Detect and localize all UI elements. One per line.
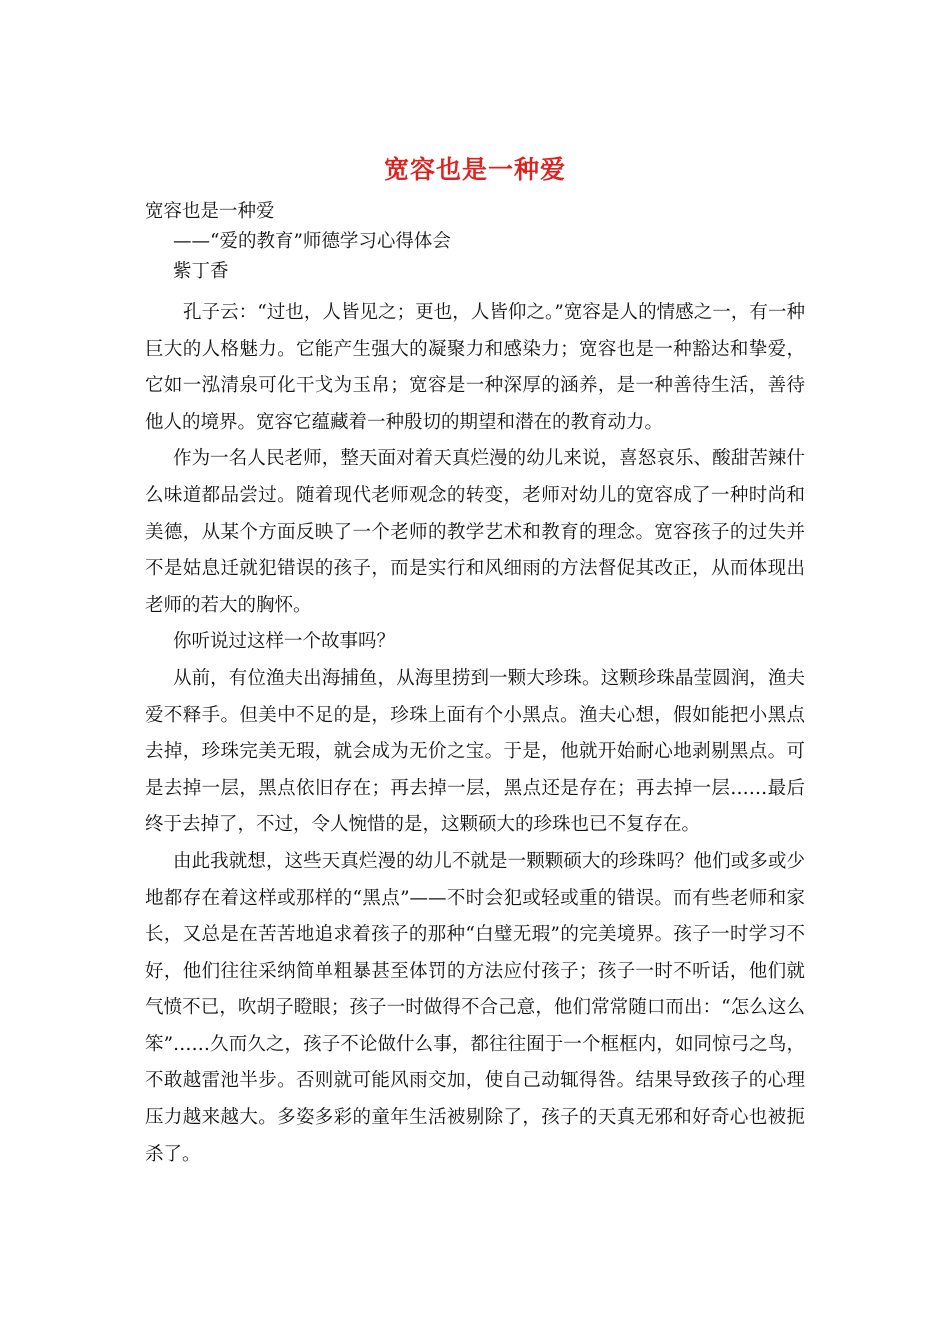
article-subtitle: ——“爱的教育”师德学习心得体会 [173,231,451,252]
document-body [145,197,805,1173]
paragraph-1: 孔子云：“过也，人皆见之；更也，人皆仰之。”宽容是人的情感之一，有一种巨大的人格魅力。它能产生强大的凝聚力和感染力；宽容也是一种豁达和挚爱，它如一泓清泉可化干戈为玉帛；宽容是一种深厚的涵养，是一种善待生活，善待他人的境界。宽容它蕴藏着一种殷切的期望和潜在的教育动力。 [145,302,805,433]
document-title: 宽容也是一种爱 [383,155,566,184]
article-author: 紫丁香 [173,261,229,282]
paragraph-2: 作为一名人民老师，整天面对着天真烂漫的幼儿来说，喜怒哀乐、酸甜苦辣什么味道都品尝过。随着现代老师观念的转变，老师对幼儿的宽容成了一种时尚和美德，从某个方面反映了一个老师的教学艺术和教育的理念。宽容孩子的过失并不是姑息迁就犯错误的孩子，而是实行和风细雨的方法督促其改正，从而体现出老师的若大的胸怀。 [145,448,805,616]
paragraph-3: 你听说过这样一个故事吗？ [173,631,396,653]
article-heading: 宽容也是一种爱 [145,201,275,222]
paragraph-5: 由此我就想，这些天真烂漫的幼儿不就是一颗颗硕大的珍珠吗？他们或多或少地都存在着这样或那样的“黑点”——不时会犯或轻或重的错误。而有些老师和家长，又总是在苦苦地追求着孩子的那种“白璧无瑕”的完美境界。孩子一时学习不好，他们往往采纳简单粗暴甚至体罚的方法应付孩子；孩子一时不听话，他们就气愤不已，吹胡子瞪眼；孩子一时做得不合己意，他们常常随口而出：“怎么这么笨”……久而久之，孩子不论做什么事，都往往囿于一个框框内，如同惊弓之鸟，不敢越雷池半步。否则就可能风雨交加，使自己动辄得咎。结果导致孩子的心理压力越来越大。多姿多彩的童年生活被剔除了，孩子的天真无邪和好奇心也被扼杀了。 [145,850,805,1165]
paragraph-4: 从前，有位渔夫出海捕鱼，从海里捞到一颗大珍珠。这颗珍珠晶莹圆润，渔夫爱不释手。但美中不足的是，珍珠上面有个小黑点。渔夫心想，假如能把小黑点去掉，珍珠完美无瑕，就会成为无价之宝。于是，他就开始耐心地剥剔黑点。可是去掉一层，黑点依旧存在；再去掉一层，黑点还是存在；再去掉一层……最后终于去掉了，不过，令人惋惜的是，这颗硕大的珍珠也已不复存在。 [145,667,805,836]
